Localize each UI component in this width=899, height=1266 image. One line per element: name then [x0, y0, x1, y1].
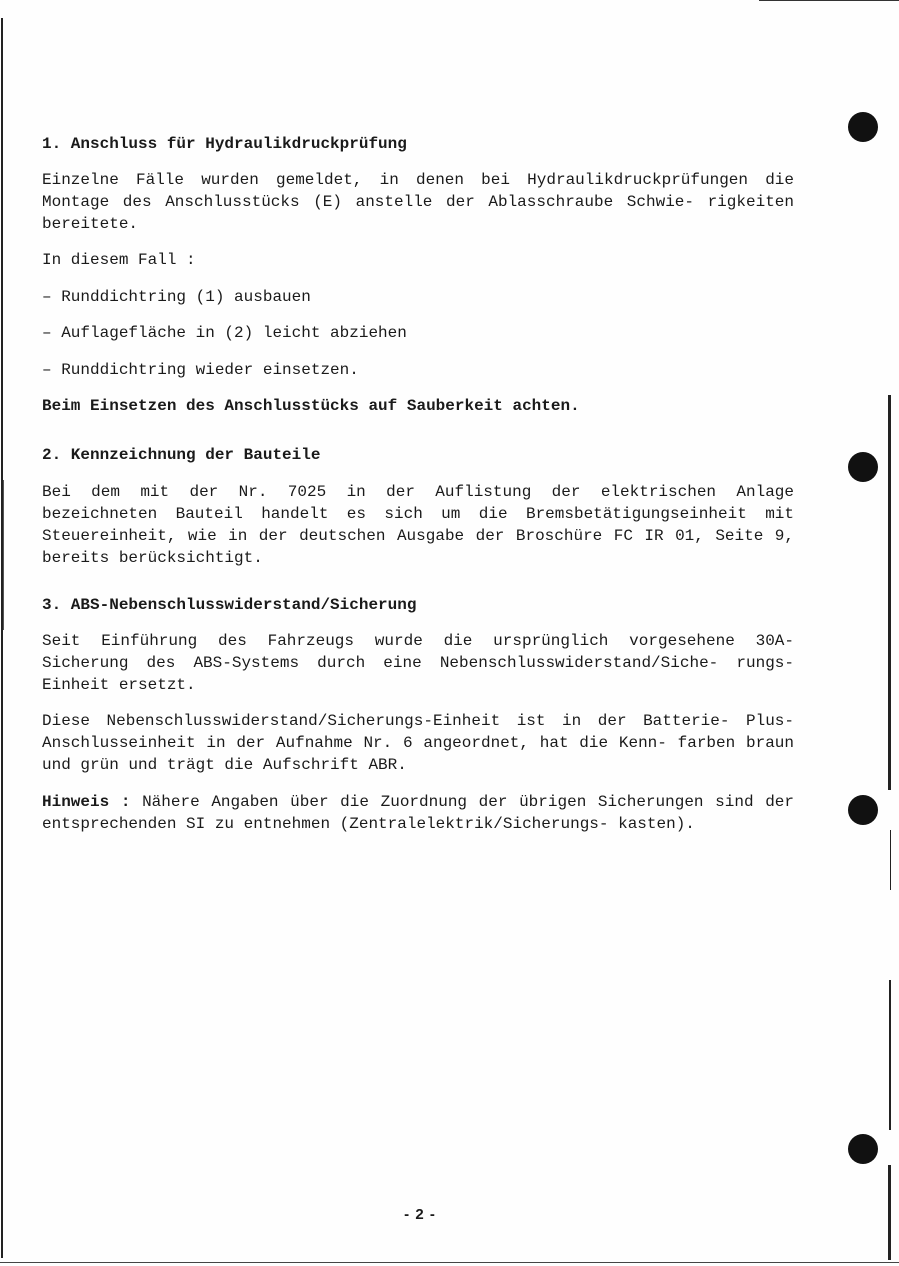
scan-edge-right [890, 830, 891, 890]
punch-hole-icon [848, 112, 878, 142]
hint-text: Nähere Angaben über die Zuordnung der übrigen Sicherungen sind der entsprechenden SI zu entnehmen (Zentralelektrik/Sicherungs- kasten). [42, 793, 794, 833]
scan-edge-right [888, 1165, 891, 1260]
section-2-heading: 2. Kennzeichnung der Bauteile [42, 446, 321, 464]
scan-edge-mark [3, 480, 4, 630]
scan-edge-right [888, 395, 891, 790]
section-1-intro: In diesem Fall : [42, 251, 196, 269]
punch-hole-icon [848, 795, 878, 825]
section-1-step: – Runddichtring wieder einsetzen. [42, 361, 359, 379]
section-3-hint [42, 791, 794, 835]
scan-edge-left [1, 18, 3, 1258]
punch-hole-icon [848, 1134, 878, 1164]
punch-hole-icon [848, 452, 878, 482]
section-1-paragraph: Einzelne Fälle wurden gemeldet, in denen bei Hydraulikdruckprüfungen die Montage des Anschlusstücks (E) anstelle der Ablasschraube Schwie- rigkeiten bereitete. [42, 171, 794, 233]
scan-edge-bottom [0, 1262, 899, 1263]
page-number: - 2 - [404, 1206, 436, 1223]
scan-edge-top [759, 0, 899, 1]
section-3-paragraph: Diese Nebenschlusswiderstand/Sicherungs-Einheit ist in der Batterie- Plus-Anschlusseinheit in der Aufnahme Nr. 6 angeordnet, hat die Kenn- farben braun und grün und trägt die Aufschrift ABR. [42, 712, 794, 774]
section-1-note: Beim Einsetzen des Anschlusstücks auf Sauberkeit achten. [42, 397, 580, 415]
section-2-paragraph: Bei dem mit der Nr. 7025 in der Auflistung der elektrischen Anlage bezeichneten Bauteil handelt es sich um die Bremsbetätigungseinheit mit Steuereinheit, wie in der deutschen Ausgabe der Broschüre FC IR 01, Seite 9, bereits berücksichtigt. [42, 483, 794, 567]
hint-label: Hinweis : [42, 793, 131, 811]
section-3-paragraph: Seit Einführung des Fahrzeugs wurde die ursprünglich vorgesehene 30A- Sicherung des ABS-Systems durch eine Nebenschlusswiderstand/Siche- rungs-Einheit ersetzt. [42, 632, 794, 694]
section-1-heading: 1. Anschluss für Hydraulikdruckprüfung [42, 135, 407, 153]
section-3-heading: 3. ABS-Nebenschlusswiderstand/Sicherung [42, 596, 417, 614]
scan-edge-right [889, 980, 891, 1130]
section-1-step: – Runddichtring (1) ausbauen [42, 288, 311, 306]
section-1-step: – Auflagefläche in (2) leicht abziehen [42, 324, 407, 342]
